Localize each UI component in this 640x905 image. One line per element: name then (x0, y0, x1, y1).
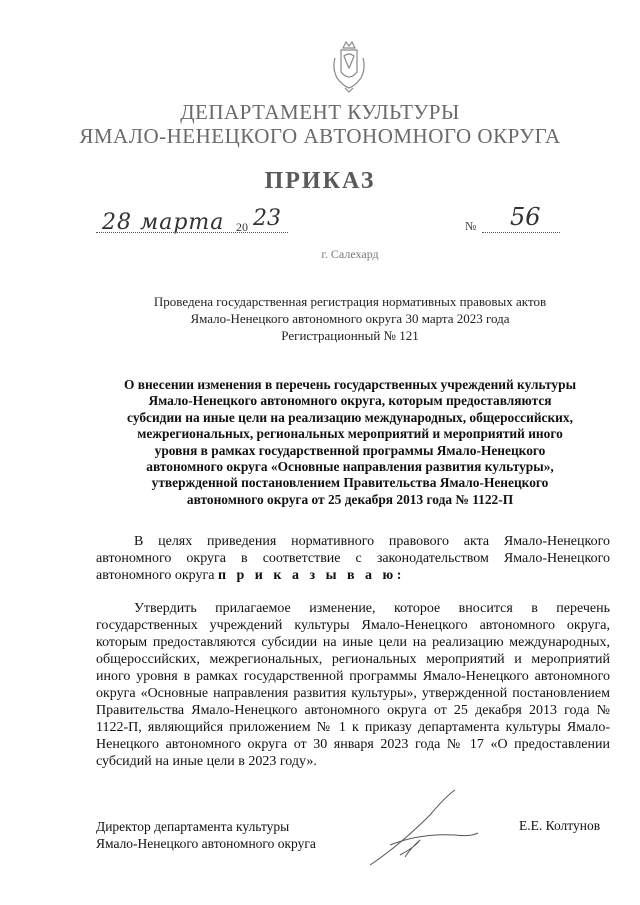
registration-line1: Проведена государственная регистрация нормативных правовых актов (153, 294, 547, 309)
preamble-text: В целях приведения нормативного правового акта Ямало-Ненецкого автономного округа в соответствие с законодательством Ямало-Ненецкого автономного округа (96, 534, 610, 583)
position-line1: Директор департамента культуры (96, 819, 290, 834)
number-handwritten: 56 (510, 203, 541, 231)
document-type-heading: ПРИКАЗ (264, 168, 376, 194)
title-line: Ямало-Ненецкого автономного округа, которым предоставляются (148, 393, 552, 409)
date-underline (96, 232, 288, 233)
department-name-line1: ДЕПАРТАМЕНТ КУЛЬТУРЫ (180, 100, 460, 124)
paragraph-preamble (96, 533, 610, 584)
signatory-name: Е.Е. Колтунов (519, 818, 601, 833)
position-line2: Ямало-Ненецкого автономного округа (96, 836, 316, 851)
title-line: автономного округа «Основные направления развития культуры», (146, 459, 554, 475)
department-name-line2: ЯМАЛО-НЕНЕЦКОГО АВТОНОМНОГО ОКРУГА (79, 124, 561, 148)
registration-line3: Регистрационный № 121 (281, 328, 419, 343)
number-underline (482, 232, 560, 233)
city: г. Салехард (321, 247, 379, 261)
title-line: О внесении изменения в перечень государственных учреждений культуры (123, 377, 577, 392)
date-handwritten: 28 марта (102, 210, 225, 235)
order-word: п р и к а з ы в а ю: (217, 568, 405, 583)
title-line: межрегиональных, региональных мероприятий и мероприятий иного (137, 426, 563, 442)
handwritten-signature (360, 785, 490, 870)
coat-of-arms-icon (329, 38, 369, 94)
paragraph-decision: Утвердить прилагаемое изменение, которое вносится в перечень государственных учреждений культуры Ямало-Ненецкого автономного округа, которым предоставляются субсидии на иные цели на реализацию международных, общероссийских, межрегиональных, региональных мероприятий и мероприятий иного уровня в рамках государственной программы Ямало-Ненецкого автономного округа «Основные направления развития культуры», утвержденной постановлением Правительства Ямало-Ненецкого автономного округа от 25 декабря 2013 года № 1122-П, являющийся приложением № 1 к приказу департамента культуры Ямало-Ненецкого автономного округа от 30 января 2023 года № 17 «О предоставлении субсидий на иные цели в 2023 году». (96, 601, 610, 769)
title-line: утвержденной постановлением Правительства Ямало-Ненецкого (151, 475, 549, 491)
signatory-position (96, 818, 316, 852)
year-prefix: 20 (236, 220, 248, 234)
registration-line2: Ямало-Ненецкого автономного округа 30 марта 2023 года (190, 311, 510, 326)
title-line: субсидии на иные цели на реализацию международных, общероссийских, (127, 409, 573, 425)
order-title (90, 377, 610, 508)
year-handwritten: 23 (253, 206, 281, 231)
number-sign: № (465, 219, 477, 233)
title-line: автономного округа от 25 декабря 2013 года № 1122-П (186, 491, 514, 507)
title-line: уровня в рамках государственной программы Ямало-Ненецкого (154, 442, 546, 458)
